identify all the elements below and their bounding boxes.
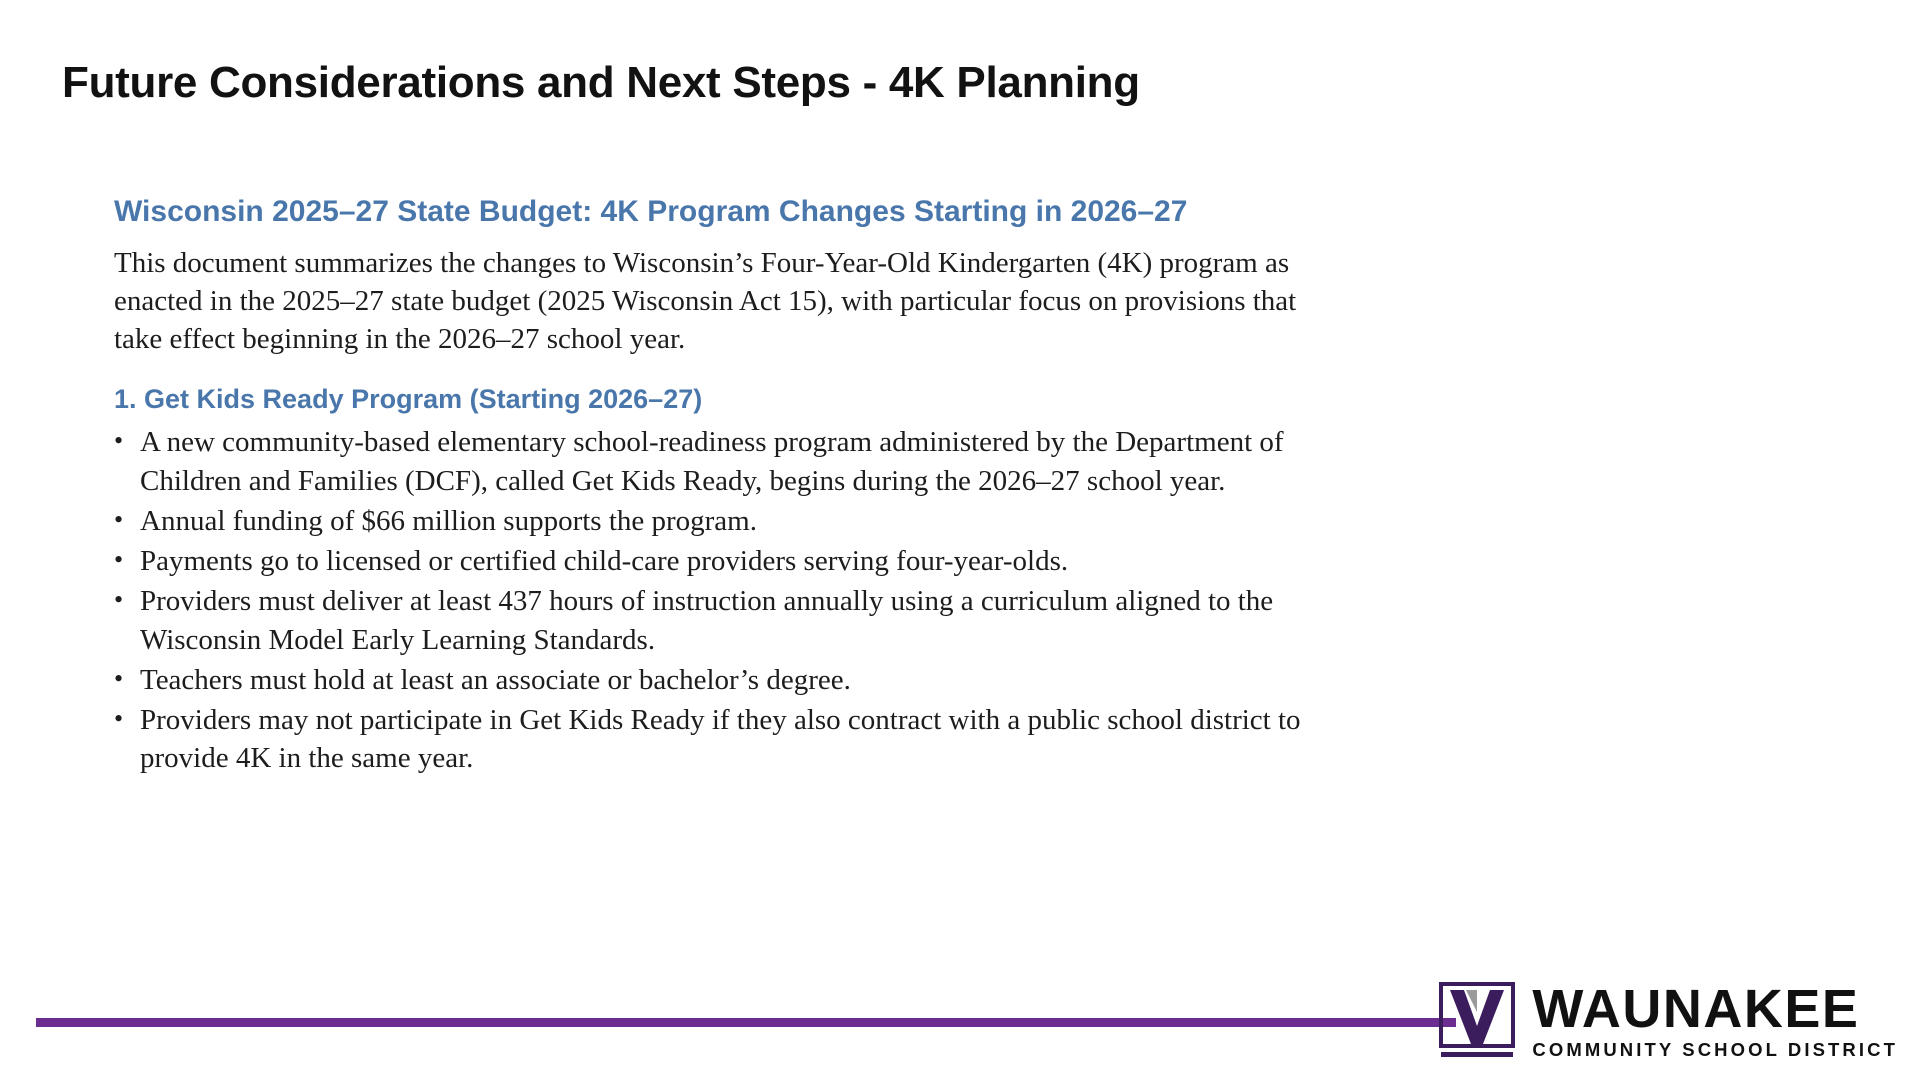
section-heading-get-kids-ready: 1. Get Kids Ready Program (Starting 2026–27): [114, 384, 703, 415]
list-item: • Teachers must hold at least an associate or bachelor’s degree.: [114, 661, 1324, 699]
list-item: • Providers may not participate in Get Kids Ready if they also contract with a public school district to provide 4K in the same year.: [114, 701, 1324, 778]
document-intro-paragraph: This document summarizes the changes to Wisconsin’s Four-Year-Old Kindergarten (4K) program as enacted in the 2025–27 state budget (2025 Wisconsin Act 15), with particular focus on provisions that take effect beginning in the 2026–27 school year.: [114, 246, 1297, 356]
list-item: • Annual funding of $66 million supports the program.: [114, 502, 1324, 540]
district-logo: [1436, 979, 1898, 1061]
list-item: • A new community-based elementary school-readiness program administered by the Department of Children and Families (DCF), called Get Kids Ready, begins during the 2026–27 school year.: [114, 423, 1324, 500]
logo-subtitle: COMMUNITY SCHOOL DISTRICT: [1532, 1039, 1898, 1061]
list-item: • Providers must deliver at least 437 hours of instruction annually using a curriculum aligned to the Wisconsin Model Early Learning Standards.: [114, 582, 1324, 659]
waunakee-w-icon: [1436, 982, 1518, 1060]
footer-divider: [36, 1018, 1456, 1027]
document-body: [114, 190, 1324, 780]
page-title: Future Considerations and Next Steps - 4K Planning: [62, 58, 1140, 107]
list-item: • Payments go to licensed or certified child-care providers serving four-year-olds.: [114, 542, 1324, 580]
document-heading: Wisconsin 2025–27 State Budget: 4K Program Changes Starting in 2026–27: [114, 195, 1188, 228]
logo-word: WAUNAKEE: [1532, 979, 1860, 1040]
bullet-list: [114, 423, 1324, 777]
logo-wordmark: [1532, 979, 1898, 1061]
